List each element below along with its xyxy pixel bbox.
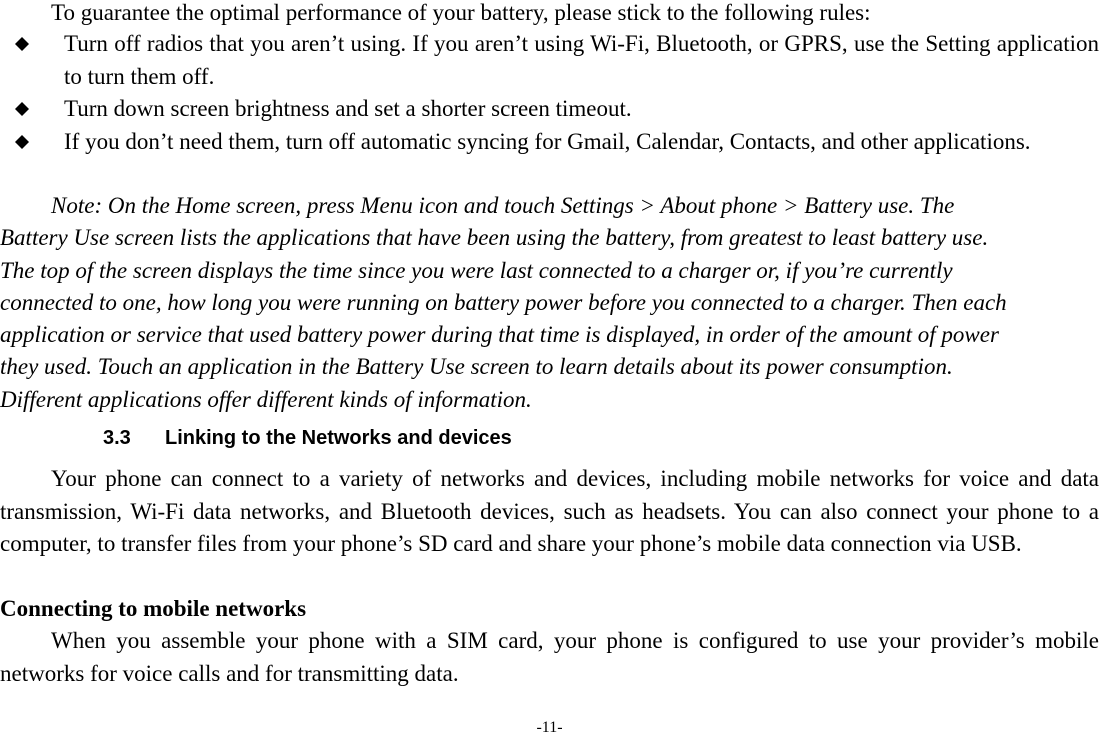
- list-item-text: Turn off radios that you aren’t using. If you aren’t using Wi-Fi, Bluetooth, or GPRS, use the Setting application to turn them off.: [64, 31, 1099, 89]
- list-item: [0, 93, 1099, 126]
- note-paragraph: [0, 190, 1099, 416]
- list-item: [0, 28, 1099, 93]
- page-number: -11-: [536, 719, 563, 736]
- diamond-icon: [15, 135, 29, 149]
- list-item-text: Turn down screen brightness and set a shorter screen timeout.: [64, 96, 632, 121]
- diamond-icon: [15, 37, 29, 51]
- note-line: connected to one, how long you were running on battery power before you connected to a charger. Then each: [0, 289, 1007, 315]
- section-heading: [103, 426, 512, 450]
- note-line: The top of the screen displays the time since you were last connected to a charger or, if you’re currently: [0, 257, 953, 283]
- networks-paragraph: Your phone can connect to a variety of networks and devices, including mobile networks for voice and data transmission, Wi-Fi data networks, and Bluetooth devices, such as headsets. You can also connect your phone to a computer, to transfer files from your phone’s SD card and share your phone’s mobile data connection via USB.: [0, 466, 1099, 556]
- section-number: 3.3: [103, 427, 131, 449]
- section-title: Linking to the Networks and devices: [165, 427, 512, 449]
- note-line: application or service that used battery power during that time is displayed, in order of the amount of power: [0, 322, 999, 348]
- note-line: Note: On the Home screen, press Menu icon and touch Settings > About phone > Battery use. The: [51, 193, 955, 218]
- note-line: they used. Touch an application in the Battery Use screen to learn details about its power consumption.: [0, 354, 953, 380]
- subheading-mobile-networks: Connecting to mobile networks: [0, 596, 307, 621]
- battery-rules-list: [0, 28, 1099, 158]
- diamond-icon: [15, 102, 29, 116]
- list-item-text: If you don’t need them, turn off automatic syncing for Gmail, Calendar, Contacts, and other applications.: [64, 128, 1031, 154]
- note-line: Different applications offer different kinds of information.: [0, 386, 532, 412]
- list-item: [0, 126, 1099, 159]
- note-line: Battery Use screen lists the applications that have been using the battery, from greatest to least battery use.: [0, 225, 989, 251]
- intro-paragraph: To guarantee the optimal performance of your battery, please stick to the following rules:: [51, 0, 871, 25]
- mobile-networks-paragraph: When you assemble your phone with a SIM card, your phone is configured to use your provider’s mobile networks for voice calls and for transmitting data.: [0, 628, 1099, 686]
